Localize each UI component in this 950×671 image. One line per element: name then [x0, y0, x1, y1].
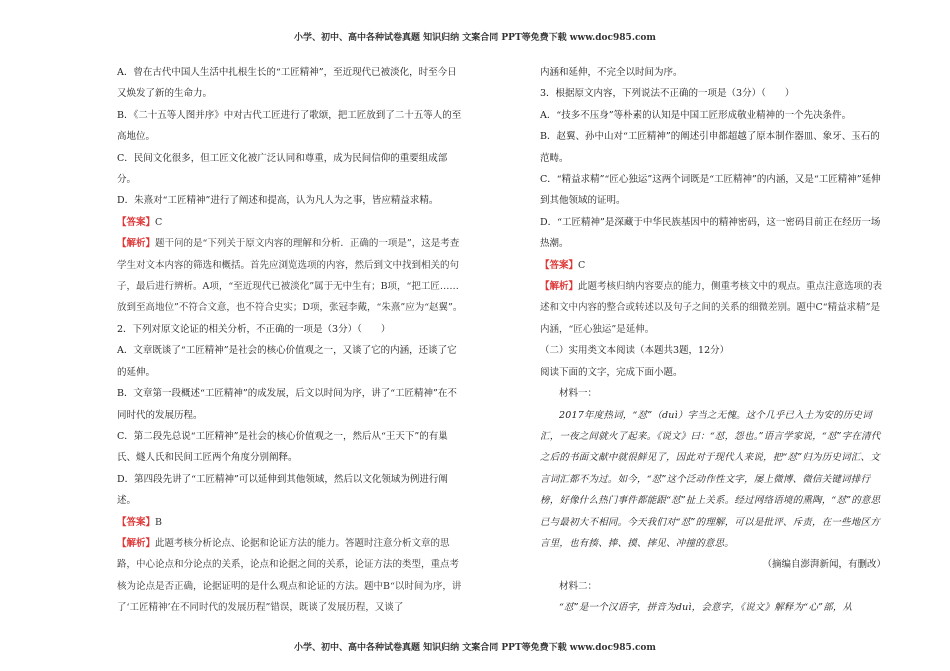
- question-line: D．朱熹对“工匠精神”进行了阐述和提高，认为凡人为之事，皆应精益求精。: [117, 195, 439, 207]
- analysis-tag: 【解析】: [540, 281, 579, 293]
- question-line: D．第四段先讲了“工匠精神”可以延伸到其他领域，然后以文化领域为例进行阐述。: [117, 473, 448, 507]
- answer-line: [540, 255, 886, 276]
- question-line: D．“工匠精神”是深藏于中华民族基因中的精神密码，这一密码目前正在经历一场热潮。: [540, 216, 881, 250]
- material-heading: 材料二：: [559, 580, 598, 592]
- question-line: C．“精益求精”“匠心独运”这两个词既是“工匠精神”的内涵，又是“工匠精神”延伸到其他领域的证明。: [540, 174, 881, 207]
- answer-tag: 【答案】: [117, 216, 156, 228]
- question-line: A．曾在古代中国人生活中扎根生长的“工匠精神”，至近现代已被淡化，时至今日又焕发了新的生命力。: [117, 67, 457, 100]
- question-line: B．赵翼、孙中山对“工匠精神”的阐述引申都超越了原本制作器皿、象牙、玉石的范畴。: [540, 131, 880, 164]
- analysis-tag: 【解析】: [117, 537, 156, 549]
- material-heading: 材料一：: [559, 388, 598, 400]
- question-line: A．“技多不压身”等朴素的认知是中国工匠形成敬业精神的一个先决条件。: [540, 109, 852, 121]
- question-line: A．文章既谈了“工匠精神”是社会的核心价值观之一，又谈了它的内涵，还谈了它的延伸。: [117, 345, 457, 378]
- answer-text: C: [155, 216, 163, 228]
- question-line: B．文章第一段概述“工匠精神”的成发展，后文以时间为序，讲了“工匠精神”在不同时代的发展历程。: [117, 388, 457, 421]
- page-header: 小学、初中、高中各种试卷真题 知识归纳 文案合同 PPT等免费下载 www.doc985.com: [294, 33, 656, 43]
- question-line: 阅读下面的文字，完成下面小题。: [540, 366, 683, 378]
- question-line: B．《二十五等人图并序》中对古代工匠进行了歌颂，把工匠放到了二十五等人的至高地位。: [117, 109, 462, 143]
- answer-line: [117, 512, 463, 533]
- question-line: （二）实用类文本阅读（本题共3题，12分）: [540, 345, 730, 357]
- answer-tag: 【答案】: [117, 516, 156, 528]
- question-line: 内涵和延伸，不完全以时间为序。: [540, 67, 683, 78]
- answer-tag: 【答案】: [540, 259, 579, 271]
- analysis-tag: 【解析】: [117, 238, 156, 250]
- material-paragraph: 2017年度热词，“怼”（duì）字当之无愧。这个几乎已入土为安的历史词汇，一夜之间就火了起来。《说文》曰：“怼，怨也。”语言学家说，“怼”字在清代之后的书面文献中就很鲜见了，因此对于现代人来说，把“怼”归为历史词汇、文言词汇都不为过。如今，“怼”这个泛动作性文字，屡上微博、微信关键词排行榜，好像什么热门事件都能跟“怼”扯上关系。经过网络语境的熏陶，“怼”的意思已与最初大不相同。今天我们对“怼”的理解，可以是批评、斥责，在一些地区方言里，也有揍、捧、摸、摔见、冲撞的意思。: [540, 409, 881, 549]
- right-column: [540, 62, 886, 619]
- source-note: （摘编自澎湃新闻，有删改）: [762, 559, 886, 571]
- question-line: 3．根据原文内容，下列说法不正确的一项是（3分）（ ）: [540, 88, 795, 100]
- question-line: C．民间文化很多，但工匠文化被广泛认同和尊重，成为民间信仰的重要组成部分。: [117, 152, 448, 186]
- question-line: 2．下列对原文论证的相关分析，不正确的一项是（3分）（ ）: [117, 323, 391, 335]
- analysis-text: 题干问的是“下列关于原文内容的理解和分析．正确的一项是”，这是考查学生对文本内容的筛选和概括。首先应浏览选项的内容，然后到文中找到相关的句子，最后进行辨析。A项，“至近现代已被淡化”属于无中生有；B项，“把工匠……放到至高地位”不符合文意，也不符合史实；D项，张冠李戴，“朱熹”应为“赵翼”。: [117, 238, 463, 314]
- analysis-paragraph: [117, 533, 463, 619]
- page-footer: 小学、初中、高中各种试卷真题 知识归纳 文案合同 PPT等免费下载 www.doc985.com: [294, 643, 656, 653]
- answer-text: B: [155, 516, 162, 528]
- analysis-paragraph: [540, 276, 886, 340]
- answer-line: [117, 212, 463, 233]
- answer-text: C: [578, 259, 586, 271]
- analysis-text: 此题考核归纳内容要点的能力，侧重考核文中的观点。重点注意选项的表述和文中内容的整合或转述以及句子之间的关系的细微差别。题中C“精益求精”是内涵，“匠心独运”是延伸。: [540, 281, 883, 335]
- material-paragraph: “怼”是一个汉语字，拼音为duì，会意字，《说文》解释为“心”部，从: [559, 602, 853, 614]
- question-line: C．第二段先总说“工匠精神”是社会的核心价值观之一，然后从“王天下”的有巢氏、燧人氏和民间工匠两个角度分别阐释。: [117, 430, 448, 464]
- analysis-paragraph: [117, 233, 463, 319]
- left-column: [117, 62, 463, 619]
- analysis-text: 此题考核分析论点、论据和论证方法的能力。答题时注意分析文章的思路，中心论点和分论点的关系，论点和论据之间的关系，论证方法的类型，重点考核为论点是否正确，论据证明的是什么观点和论证的方法。题中B“以时间为序，讲了‘工匠精神’在不同时代的发展历程”错误，既谈了发展历程，又谈了: [117, 537, 462, 614]
